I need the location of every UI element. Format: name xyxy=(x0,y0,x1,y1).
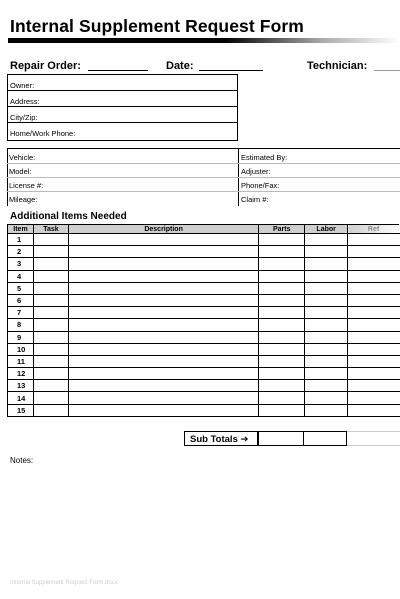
description-cell[interactable] xyxy=(68,258,258,270)
vehicle-label: Vehicle: xyxy=(9,153,36,162)
table-row xyxy=(8,307,400,319)
title-divider xyxy=(8,38,400,43)
item-number-cell: 15 xyxy=(8,404,34,416)
labor-cell[interactable] xyxy=(305,368,348,380)
labor-cell[interactable] xyxy=(305,258,348,270)
parts-cell[interactable] xyxy=(259,307,305,319)
task-cell[interactable] xyxy=(33,355,68,367)
col-ref: Ref xyxy=(348,225,400,234)
ref-cell[interactable] xyxy=(348,307,400,319)
table-row xyxy=(8,343,400,355)
item-number-cell: 6 xyxy=(8,294,34,306)
item-number-cell: 8 xyxy=(8,319,34,331)
ref-cell[interactable] xyxy=(348,270,400,282)
footer-filename: Internal Supplement Request Form.docx xyxy=(10,580,118,586)
description-cell[interactable] xyxy=(68,343,258,355)
mileage-field[interactable] xyxy=(7,190,37,205)
description-cell[interactable] xyxy=(68,319,258,331)
labor-cell[interactable] xyxy=(305,331,348,343)
task-cell[interactable] xyxy=(33,307,68,319)
labor-cell[interactable] xyxy=(305,307,348,319)
subtotal-parts-cell[interactable] xyxy=(258,431,304,446)
item-number-cell: 5 xyxy=(8,282,34,294)
task-cell[interactable] xyxy=(33,319,68,331)
table-row xyxy=(8,331,400,343)
labor-cell[interactable] xyxy=(305,282,348,294)
task-cell[interactable] xyxy=(33,368,68,380)
labor-cell[interactable] xyxy=(305,234,348,246)
subtotals-label: Sub Totals xyxy=(190,434,238,445)
vehicle-field[interactable] xyxy=(7,148,35,163)
table-row xyxy=(8,319,400,331)
item-number-cell: 14 xyxy=(8,392,34,404)
description-cell[interactable] xyxy=(68,331,258,343)
claim-field[interactable] xyxy=(239,190,269,205)
item-number-cell: 10 xyxy=(8,343,34,355)
col-labor: Labor xyxy=(305,225,348,234)
phone-field[interactable] xyxy=(8,123,237,139)
description-cell[interactable] xyxy=(68,234,258,246)
phone-fax-label: Phone/Fax: xyxy=(241,181,280,190)
parts-cell[interactable] xyxy=(259,282,305,294)
col-parts: Parts xyxy=(259,225,305,234)
task-cell[interactable] xyxy=(33,404,68,416)
task-cell[interactable] xyxy=(33,270,68,282)
model-field[interactable] xyxy=(7,162,32,177)
parts-cell[interactable] xyxy=(259,368,305,380)
task-cell[interactable] xyxy=(33,380,68,392)
notes-label: Notes: xyxy=(10,456,34,465)
col-description: Description xyxy=(68,225,258,234)
ref-cell[interactable] xyxy=(348,258,400,270)
vehicle-row-line xyxy=(7,163,400,164)
labor-cell[interactable] xyxy=(305,270,348,282)
subtotals-label-box xyxy=(184,431,258,446)
phone-label: Home/Work Phone: xyxy=(10,129,76,138)
vehicle-row-line xyxy=(7,177,400,178)
subtotal-labor-cell[interactable] xyxy=(304,431,347,446)
item-number-cell: 2 xyxy=(8,246,34,258)
table-row xyxy=(8,282,400,294)
ref-cell[interactable] xyxy=(348,234,400,246)
customer-info-box xyxy=(7,74,238,141)
description-cell[interactable] xyxy=(68,355,258,367)
ref-cell[interactable] xyxy=(348,282,400,294)
ref-cell[interactable] xyxy=(348,294,400,306)
estimated-by-field[interactable] xyxy=(239,148,287,163)
ref-cell[interactable] xyxy=(348,355,400,367)
table-row xyxy=(8,294,400,306)
ref-cell[interactable] xyxy=(348,392,400,404)
task-cell[interactable] xyxy=(33,258,68,270)
ref-cell[interactable] xyxy=(348,404,400,416)
ref-cell[interactable] xyxy=(348,368,400,380)
table-row xyxy=(8,234,400,246)
task-cell[interactable] xyxy=(33,282,68,294)
table-row xyxy=(8,258,400,270)
ref-cell[interactable] xyxy=(348,331,400,343)
parts-cell[interactable] xyxy=(259,294,305,306)
items-table-header xyxy=(8,225,400,234)
repair-order-field[interactable] xyxy=(88,70,148,71)
ref-cell[interactable] xyxy=(348,246,400,258)
ref-cell[interactable] xyxy=(348,319,400,331)
mileage-label: Mileage: xyxy=(9,195,38,204)
owner-field[interactable] xyxy=(8,75,237,91)
adjuster-label: Adjuster: xyxy=(241,167,271,176)
item-number-cell: 7 xyxy=(8,307,34,319)
task-cell[interactable] xyxy=(33,294,68,306)
parts-cell[interactable] xyxy=(259,270,305,282)
table-row xyxy=(8,270,400,282)
labor-cell[interactable] xyxy=(305,392,348,404)
task-cell[interactable] xyxy=(33,392,68,404)
city-zip-label: City/Zip: xyxy=(10,113,38,122)
city-zip-field[interactable] xyxy=(8,107,237,123)
address-field[interactable] xyxy=(8,91,237,107)
form-title: Internal Supplement Request Form xyxy=(10,16,304,36)
items-table xyxy=(7,224,400,417)
labor-cell[interactable] xyxy=(305,380,348,392)
claim-label: Claim #: xyxy=(241,195,269,204)
labor-cell[interactable] xyxy=(305,319,348,331)
labor-cell[interactable] xyxy=(305,355,348,367)
ref-cell[interactable] xyxy=(348,343,400,355)
table-row xyxy=(8,355,400,367)
table-row xyxy=(8,380,400,392)
date-field[interactable] xyxy=(199,70,263,71)
labor-cell[interactable] xyxy=(305,294,348,306)
description-cell[interactable] xyxy=(68,270,258,282)
description-cell[interactable] xyxy=(68,282,258,294)
address-label: Address: xyxy=(10,97,40,106)
description-cell[interactable] xyxy=(68,368,258,380)
technician-label: Technician: xyxy=(307,60,368,72)
parts-cell[interactable] xyxy=(259,319,305,331)
parts-cell[interactable] xyxy=(259,404,305,416)
task-cell[interactable] xyxy=(33,331,68,343)
table-row xyxy=(8,404,400,416)
description-cell[interactable] xyxy=(68,307,258,319)
item-number-cell: 3 xyxy=(8,258,34,270)
vehicle-info-box xyxy=(7,148,400,206)
subtotal-ref-cell[interactable] xyxy=(347,431,400,446)
description-cell[interactable] xyxy=(68,392,258,404)
model-label: Model: xyxy=(9,167,32,176)
description-cell[interactable] xyxy=(68,246,258,258)
parts-cell[interactable] xyxy=(259,343,305,355)
owner-label: Owner: xyxy=(10,81,35,90)
date-label: Date: xyxy=(166,60,194,72)
table-row xyxy=(8,368,400,380)
item-number-cell: 11 xyxy=(8,355,34,367)
item-number-cell: 9 xyxy=(8,331,34,343)
additional-items-title: Additional Items Needed xyxy=(10,211,127,222)
description-cell[interactable] xyxy=(68,380,258,392)
task-cell[interactable] xyxy=(33,343,68,355)
vehicle-row-line xyxy=(7,191,400,192)
technician-field[interactable] xyxy=(374,70,400,71)
estimated-by-label: Estimated By: xyxy=(241,153,288,162)
parts-cell[interactable] xyxy=(259,258,305,270)
task-cell[interactable] xyxy=(33,246,68,258)
adjuster-field[interactable] xyxy=(239,162,271,177)
vehicle-box-top xyxy=(7,148,400,149)
item-number-cell: 12 xyxy=(8,368,34,380)
task-cell[interactable] xyxy=(33,234,68,246)
license-label: License #: xyxy=(9,181,44,190)
labor-cell[interactable] xyxy=(305,246,348,258)
parts-cell[interactable] xyxy=(259,380,305,392)
col-task: Task xyxy=(33,225,68,234)
parts-cell[interactable] xyxy=(259,234,305,246)
parts-cell[interactable] xyxy=(259,392,305,404)
license-field[interactable] xyxy=(7,176,43,191)
item-number-cell: 4 xyxy=(8,270,34,282)
labor-cell[interactable] xyxy=(305,404,348,416)
parts-cell[interactable] xyxy=(259,246,305,258)
description-cell[interactable] xyxy=(68,404,258,416)
parts-cell[interactable] xyxy=(259,355,305,367)
parts-cell[interactable] xyxy=(259,331,305,343)
items-table-body xyxy=(8,234,400,417)
arrow-right-icon: ➔ xyxy=(240,434,249,445)
phone-fax-field[interactable] xyxy=(239,176,279,191)
labor-cell[interactable] xyxy=(305,343,348,355)
item-number-cell: 1 xyxy=(8,234,34,246)
table-row xyxy=(8,392,400,404)
item-number-cell: 13 xyxy=(8,380,34,392)
table-row xyxy=(8,246,400,258)
col-item: Item xyxy=(8,225,34,234)
ref-cell[interactable] xyxy=(348,380,400,392)
repair-order-label: Repair Order: xyxy=(10,60,81,72)
description-cell[interactable] xyxy=(68,294,258,306)
